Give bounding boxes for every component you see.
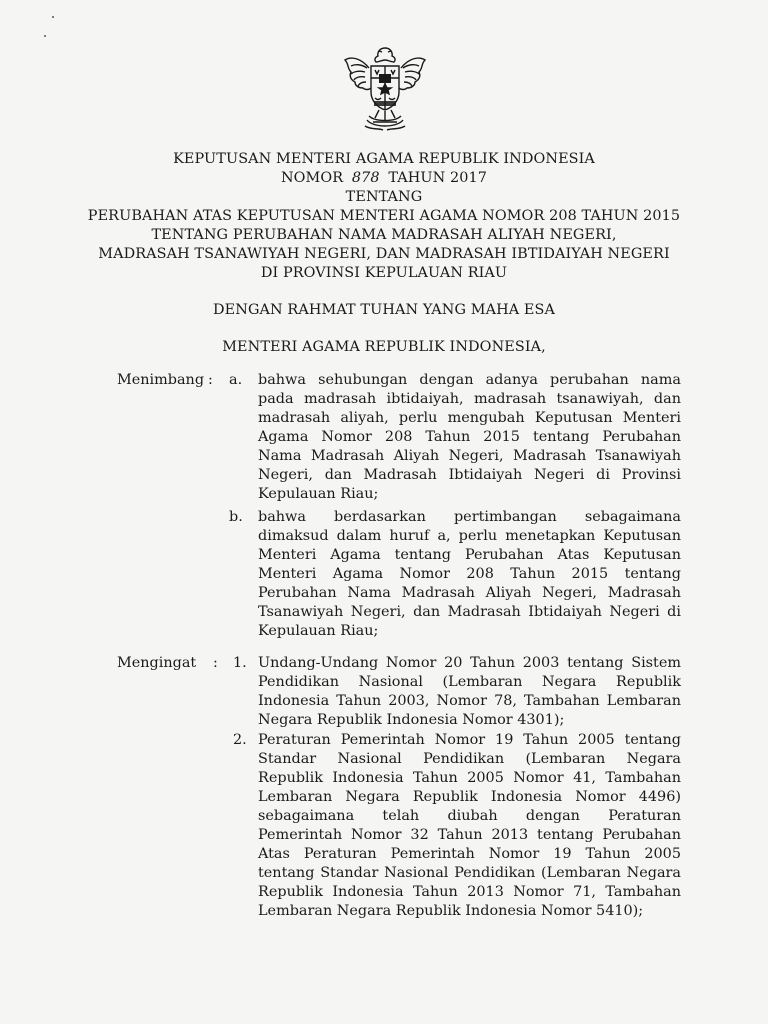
blessing-line: DENGAN RAHMAT TUHAN YANG MAHA ESA bbox=[213, 302, 555, 318]
item-line: Peraturan Pemerintah Nomor 19 Tahun 2005 tentang bbox=[258, 732, 681, 748]
item-line: Undang-Undang Nomor 20 Tahun 2003 tentang Sistem bbox=[258, 655, 681, 671]
item-line: madrasah aliyah, perlu mengubah Keputusan Menteri bbox=[258, 410, 681, 426]
decree-title: KEPUTUSAN MENTERI AGAMA REPUBLIK INDONESIA bbox=[173, 151, 595, 167]
garuda-emblem-icon bbox=[339, 44, 431, 134]
item-line: Perubahan Nama Madrasah Aliyah Negeri, Madrasah bbox=[258, 585, 681, 601]
item-line: Agama Nomor 208 Tahun 2015 tentang Perubahan bbox=[258, 429, 681, 445]
item-marker: 2. bbox=[233, 732, 247, 748]
item-line: Republik Indonesia Tahun 2005 Nomor 41, Tambahan bbox=[258, 770, 681, 786]
mengingat-label: Mengingat bbox=[117, 655, 197, 671]
subject-line: TENTANG PERUBAHAN NAMA MADRASAH ALIYAH NEGERI, bbox=[151, 227, 617, 243]
scan-speck bbox=[52, 16, 54, 18]
item-line: Menteri Agama tentang Perubahan Atas Keputusan bbox=[258, 547, 681, 563]
subject-line: DI PROVINSI KEPULAUAN RIAU bbox=[260, 265, 508, 281]
mengingat-colon: : bbox=[213, 655, 218, 671]
subject-line: PERUBAHAN ATAS KEPUTUSAN MENTERI AGAMA NOMOR 208 TAHUN 2015 bbox=[87, 208, 681, 224]
item-line: Indonesia Tahun 2003, Nomor 78, Tambahan Lembaran bbox=[258, 693, 681, 709]
item-line: Tsanawiyah Negeri, dan Madrasah Ibtidaiyah Negeri di bbox=[258, 604, 681, 620]
item-line: Atas Peraturan Pemerintah Nomor 19 Tahun 2005 bbox=[258, 846, 681, 862]
item-line: dimaksud dalam huruf a, perlu menetapkan Keputusan bbox=[258, 528, 681, 544]
scan-speck bbox=[44, 35, 46, 37]
menimbang-label: Menimbang bbox=[117, 372, 205, 388]
item-line: Negeri, dan Madrasah Ibtidaiyah Negeri di Provinsi bbox=[258, 467, 681, 483]
item-marker: 1. bbox=[233, 655, 247, 671]
item-line: bahwa berdasarkan pertimbangan sebagaimana bbox=[258, 509, 681, 525]
tentang-label: TENTANG bbox=[345, 189, 423, 205]
item-line: Negara Republik Indonesia Nomor 4301); bbox=[258, 712, 565, 728]
item-line: Kepulauan Riau; bbox=[258, 623, 379, 639]
item-line: sebagaimana telah diubah dengan Peraturan bbox=[258, 808, 681, 824]
item-line: tentang Standar Nasional Pendidikan (Lembaran Negara bbox=[258, 865, 681, 881]
item-line: Menteri Agama Nomor 208 Tahun 2015 tentang bbox=[258, 566, 681, 582]
decree-number-line bbox=[0, 169, 768, 188]
minister-line: MENTERI AGAMA REPUBLIK INDONESIA, bbox=[222, 339, 546, 355]
item-line: Lembaran Negara Republik Indonesia Nomor 4496) bbox=[258, 789, 681, 805]
item-marker: a. bbox=[229, 372, 243, 388]
item-line: Nama Madrasah Aliyah Negeri, Madrasah Tsanawiyah bbox=[258, 448, 681, 464]
nomor-label: NOMOR bbox=[280, 170, 344, 186]
menimbang-colon: : bbox=[208, 372, 213, 388]
item-line: Standar Nasional Pendidikan (Lembaran Negara bbox=[258, 751, 681, 767]
decree-header bbox=[0, 150, 768, 357]
item-line: Kepulauan Riau; bbox=[258, 486, 379, 502]
item-line: Republik Indonesia Tahun 2013 Nomor 71, Tambahan bbox=[258, 884, 681, 900]
nomor-value: 878 bbox=[351, 170, 380, 186]
tahun-label: TAHUN 2017 bbox=[388, 170, 488, 186]
item-line: pada madrasah ibtidaiyah, madrasah tsanawiyah, dan bbox=[258, 391, 681, 407]
item-line: bahwa sehubungan dengan adanya perubahan nama bbox=[258, 372, 681, 388]
item-line: Pemerintah Nomor 32 Tahun 2013 tentang Perubahan bbox=[258, 827, 681, 843]
subject-line: MADRASAH TSANAWIYAH NEGERI, DAN MADRASAH IBTIDAIYAH NEGERI bbox=[98, 246, 670, 262]
item-line: Pendidikan Nasional (Lembaran Negara Republik bbox=[258, 674, 681, 690]
item-marker: b. bbox=[229, 509, 243, 525]
item-line: Lembaran Negara Republik Indonesia Nomor 5410); bbox=[258, 903, 644, 919]
